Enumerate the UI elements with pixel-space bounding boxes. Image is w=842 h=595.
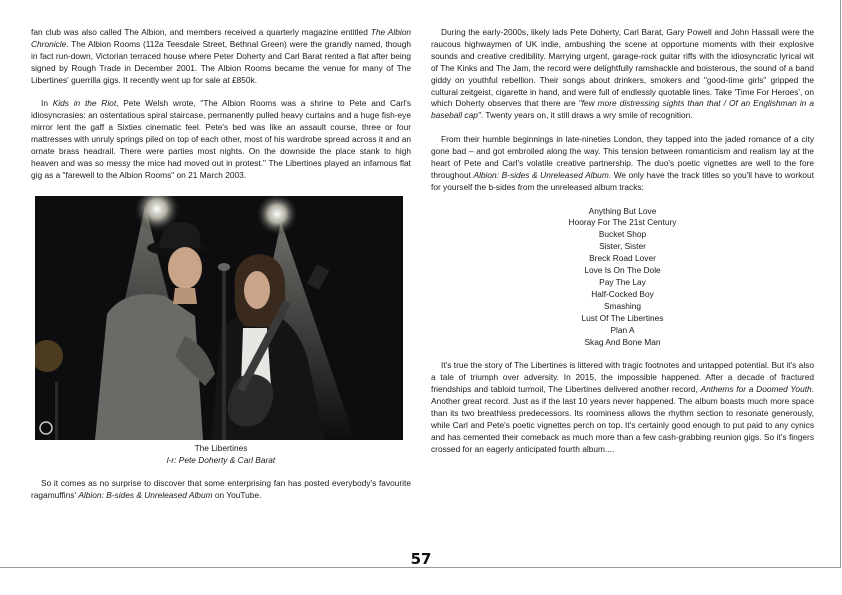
caption-subtitle: l-r: Pete Doherty & Carl Barat (166, 454, 276, 465)
left-column (31, 27, 411, 502)
italic-text: Kids in the Riot (52, 98, 117, 109)
italic-text: "few more distressing sights than that / Of an Englishman in a baseball cap" (431, 98, 814, 121)
caption-title: The Libertines (194, 442, 248, 453)
text-run: In (41, 98, 53, 109)
text-run: So it comes as no surprise to discover that some enterprising fan has posted everybody's favourite ragamuffins' (31, 478, 411, 501)
paragraph (431, 27, 814, 122)
track-item: Pay The Lay (599, 277, 646, 287)
text-run: During the early-2000s, likely lads Pete Doherty, Carl Barat, Gary Powell and John Hassall were the raucous highwaymen of UK indie, ambushing the scene at opportune moments with their explosive sounds and creative credibility. Marrying urgent, garage-rock guitar riffs with the idiosyncratic lyrical wit of The Kinks and The Jam, the record were delightfully ramshackle and boisterous, the sound of a band giddy on youthful rebellion. Their songs about drinkers, smokers and "good-time girls" gripped the cultural zeitgeist, cigarette in hand, and were full of endlessly quotable lines. Take 'Time For Heroes', on which Doherty observes that there are (431, 27, 814, 109)
track-item: Plan A (610, 324, 635, 335)
text-run: , Pete Welsh wrote, "The Albion Rooms was a shrine to Pete and Carl's idiosyncrasies: an ostentatious spiral staircase, permanently pulled heavy curtains and a huge fish-eye mirror lent the gaff a Sixties cinematic feel. Pete's bed was like an assault course, three or four mattresses with unruly springs piled on top of each other, most of his wardrobe spread across it and an ornate brass headrail. There were parties most nights. On the downside the place stank to high heaven and was so messy the mice had moved out in protest." The Libertines played an infamous flat gig as a "farewell to the Albion Rooms" on 21 March 2003. (31, 98, 412, 180)
track-item: Hooray For The 21st Century (568, 217, 677, 228)
track-item: Lust Of The Libertines (581, 312, 664, 323)
italic-text: The Albion Chronicle (31, 27, 411, 49)
track-item: Love Is On The Dole (584, 265, 661, 276)
text-run: It's true the story of The Libertines is littered with tragic footnotes and untapped potential. But it's also a tale of triumph over adversity. In 2015, the impossible happened. After a decade of fractured friendships and tabloid turmoil, The Libertines delivered another record, (431, 360, 814, 395)
paragraph (31, 98, 411, 181)
italic-text: Albion: B-sides & Unreleased Album (473, 169, 609, 180)
right-column (431, 27, 814, 456)
track-item: Half-Cocked Boy (591, 288, 654, 299)
track-item: Bucket Shop (598, 229, 647, 240)
photo-caption (31, 443, 411, 467)
italic-text: Albion: B-sides & Unreleased Album (78, 490, 213, 501)
track-item: Anything But Love (588, 205, 657, 216)
text-run: . Twenty years on, it still draws a wry smile of recognition. (480, 110, 693, 121)
track-item: Sister, Sister (599, 241, 646, 252)
paragraph (31, 478, 411, 502)
track-item: Skag And Bone Man (584, 336, 661, 347)
paragraph (31, 27, 411, 87)
paragraph (431, 360, 814, 455)
page-number: 57 (410, 550, 432, 568)
text-run: From their humble beginnings in late-nineties London, they tapped into the jaded romance of a city gone bad – and got embroiled along the way. This tension between romanticism and realism lay at the heart of Pete and Carl's volatile creative partnership. The duo's poetic vignettes are well to the fore throughout (431, 134, 814, 180)
text-run: . Another great record. Just as if the last 10 years never happened. The album boasts much more space than its two breathless predecessors. Its roominess allows the rhythm section to resonate generously, while Carl and Pete's poetic vignettes perch on top. It's certainly good enough to put paid to any cynics and has cemented their comeback as much more than a few cash-grabbing reunion gigs. So it's fingers crossed for an eagerly anticipated fourth album.... (431, 384, 814, 454)
track-item: Smashing (603, 300, 642, 311)
band-photo (35, 196, 403, 440)
track-list (431, 206, 814, 349)
paragraph (431, 134, 814, 194)
text-run: on YouTube. (212, 490, 262, 501)
text-run: . We only have the track titles so you'll have to workout for yourself the b-sides from the unreleased album tracks: (431, 169, 815, 192)
text-run: fan club was also called The Albion, and members received a quarterly magazine entitled (31, 27, 371, 37)
text-run: . The Albion Rooms (112a Teesdale Street, Bethnal Green) were the grandly named, though in fact run-down, Victorian terraced house where Peter Doherty and Carl Barat rented a flat after being signed by Rough Trade in December 2001. The Albion Rooms became the venue for many of The Libertines' guerrilla gigs. It recently went up for sale at £850k. (31, 38, 411, 85)
italic-text: Anthems for a Doomed Youth (700, 384, 812, 395)
track-item: Breck Road Lover (589, 253, 656, 264)
